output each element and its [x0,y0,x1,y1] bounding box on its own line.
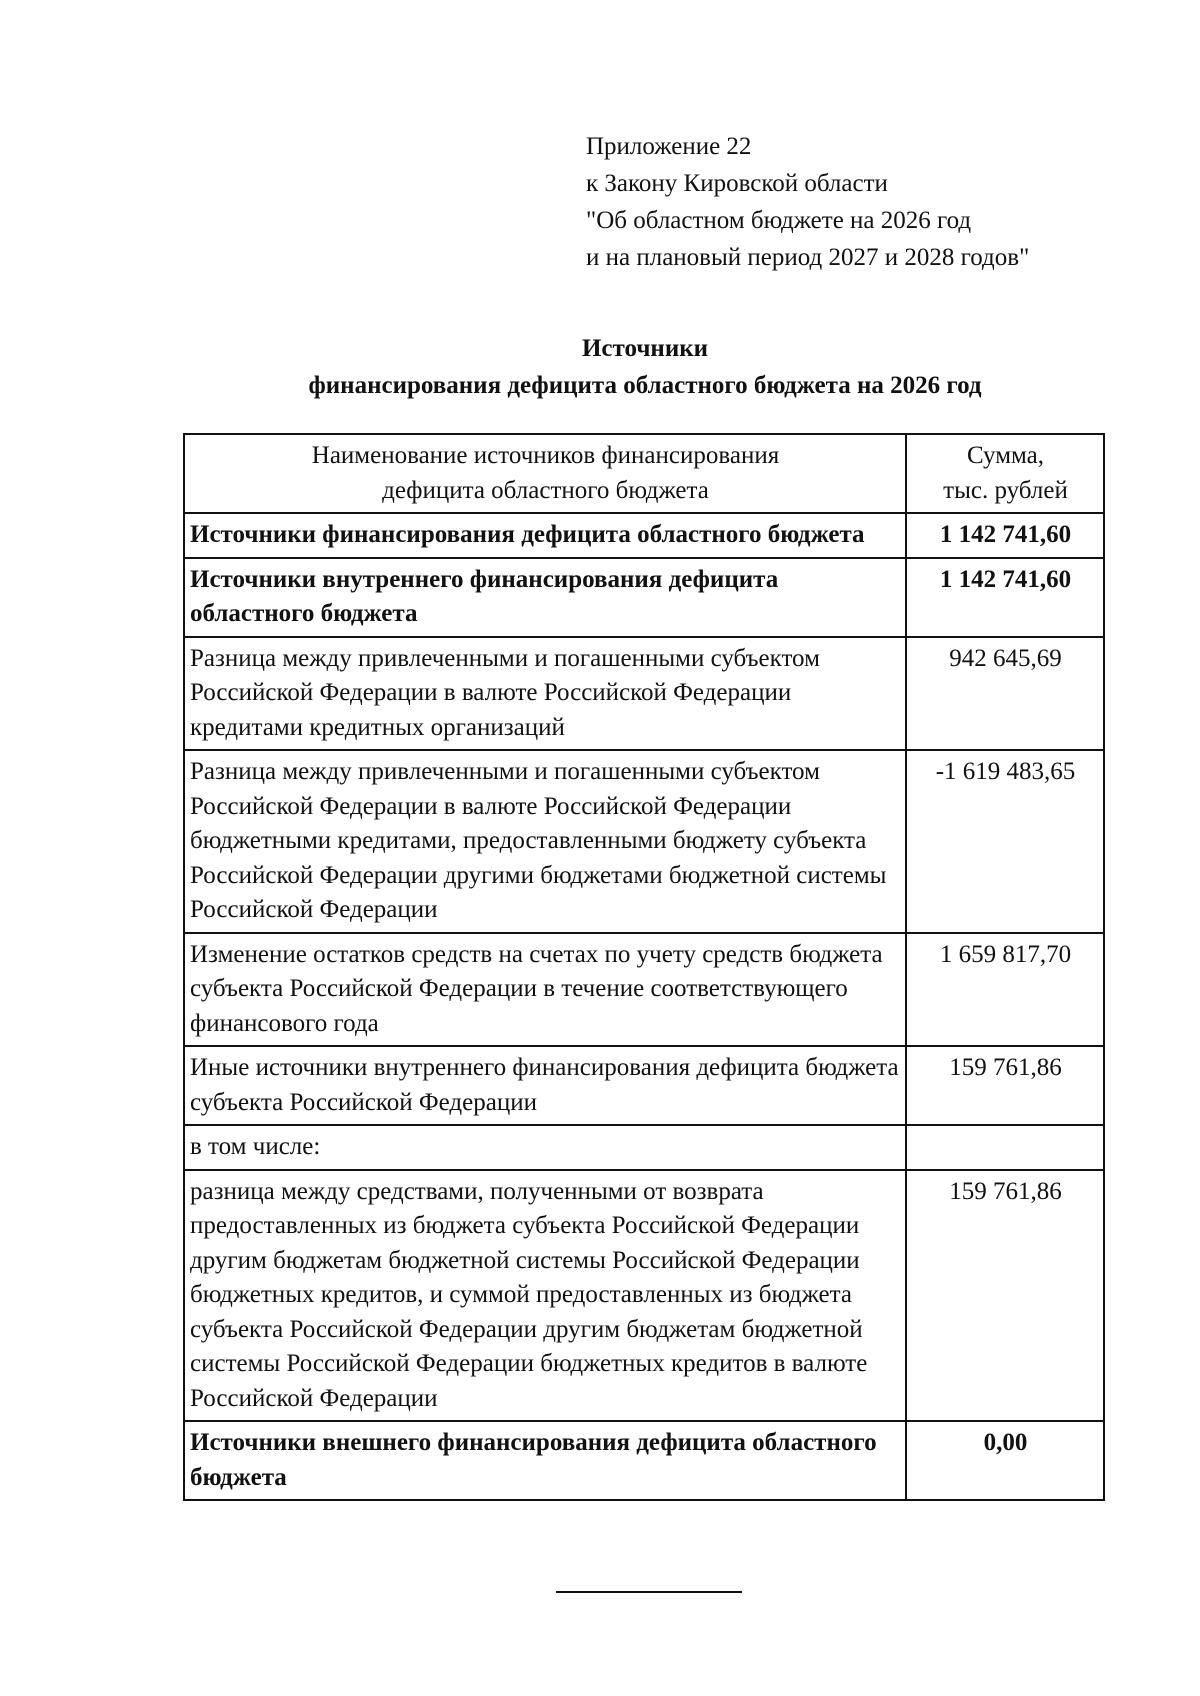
row-name-cell: Изменение остатков средств на счетах по учету средств бюджета субъекта Российской Федерации в течение соответствующего финансового года [184,933,906,1047]
table-row [184,1170,1104,1422]
table-row [184,1125,1104,1170]
title-line-2: финансирования дефицита областного бюджета на 2026 год [308,372,982,399]
row-name-cell: Источники внешнего финансирования дефицита областного бюджета [184,1421,906,1500]
row-name-cell: Разница между привлеченными и погашенными субъектом Российской Федерации в валюте Российской Федерации бюджетными кредитами, предоставленными бюджету субъекта Российской Федерации другими бюджетами бюджетной системы Российской Федерации [184,750,906,933]
header-name-cell [184,434,906,513]
header-sum-line: тыс. рублей [943,476,1068,504]
header-sum-line: Сумма, [966,442,1045,469]
row-sum-cell: 1 659 817,70 [906,933,1104,1047]
row-sum-cell: 942 645,69 [906,637,1104,751]
row-sum-cell: 1 142 741,60 [906,513,1104,558]
row-sum-cell: -1 619 483,65 [906,750,1104,933]
table-row [184,750,1104,933]
row-name-cell: разница между средствами, полученными от возврата предоставленных из бюджета субъекта Российской Федерации другим бюджетам бюджетной системы Российской Федерации бюджетных кредитов, и суммой предоставленных из бюджета субъекта Российской Федерации другим бюджетам бюджетной системы Российской Федерации бюджетных кредитов в валюте Российской Федерации [184,1170,906,1422]
header-name-line: дефицита областного бюджета [382,476,709,504]
row-sum-cell: 1 142 741,60 [906,558,1104,637]
row-name-cell: Источники внутреннего финансирования дефицита областного бюджета [184,558,906,637]
table-row [184,933,1104,1047]
appendix-line: к Закону Кировской области [586,170,888,197]
row-sum-cell: 159 761,86 [906,1170,1104,1422]
row-sum-cell: 159 761,86 [906,1046,1104,1125]
appendix-line: Приложение 22 [586,133,752,160]
row-name-cell: Иные источники внутреннего финансирования дефицита бюджета субъекта Российской Федерации [184,1046,906,1125]
footer-divider [556,1591,742,1593]
table-row [184,637,1104,751]
appendix-block [586,128,1029,276]
header-name-line: Наименование источников финансирования [311,442,780,469]
row-sum-cell [906,1125,1104,1170]
document-title [0,330,1200,404]
row-name-cell: в том числе: [184,1125,906,1170]
header-sum-cell [906,434,1104,513]
row-name-cell: Источники финансирования дефицита областного бюджета [184,513,906,558]
table-row [184,513,1104,558]
table-row [184,1046,1104,1125]
title-line-1: Источники [581,335,709,362]
appendix-line: "Об областном бюджете на 2026 год [586,207,972,234]
appendix-line: и на плановый период 2027 и 2028 годов" [586,244,1030,271]
row-name-cell: Разница между привлеченными и погашенными субъектом Российской Федерации в валюте Российской Федерации кредитами кредитных организаций [184,637,906,751]
table-header-row [184,434,1104,513]
table-row [184,1421,1104,1500]
table-row [184,558,1104,637]
row-sum-cell: 0,00 [906,1421,1104,1500]
financing-sources-table [183,433,1105,1501]
